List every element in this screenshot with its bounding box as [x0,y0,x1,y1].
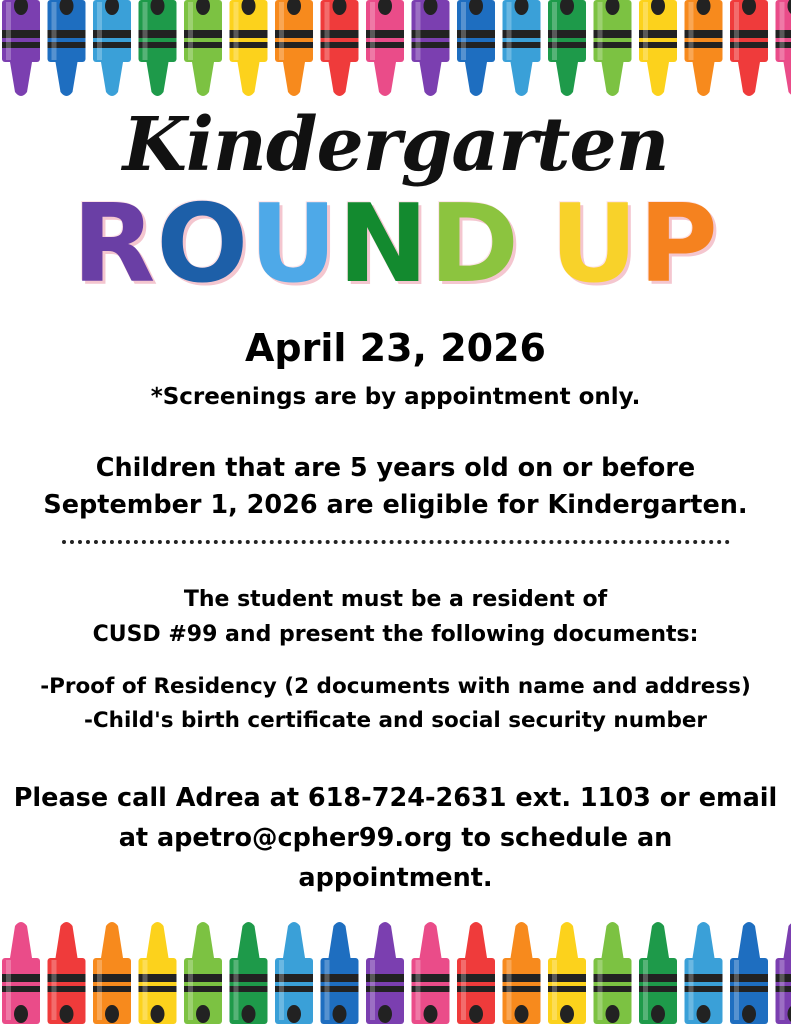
crayon-icon [412,0,450,96]
crayon-icon [639,922,677,1024]
heading-letter: O [156,182,250,307]
contact-info [0,778,791,898]
document-item-birth-certificate: -Child's birth certificate and social security number [83,708,708,733]
crayon-icon [184,922,222,1024]
heading-letter: R [72,182,157,307]
residency-line-2: CUSD #99 and present the following documents: [92,622,699,647]
crayon-icon [685,922,723,1024]
crayon-icon [730,922,768,1024]
crayon-icon [412,922,450,1024]
crayon-icon [184,0,222,96]
heading-letter: N [337,182,430,307]
contact-line-2: at apetro@cpher99.org to schedule an [118,823,673,853]
crayon-icon [139,0,177,96]
crayon-icon [48,922,86,1024]
crayon-icon [548,0,586,96]
heading-letter: U [549,182,639,307]
contact-line-3: appointment. [298,863,493,893]
eligibility-text [0,450,791,524]
heading-letter: U [249,182,338,307]
crayon-icon [548,922,586,1024]
heading-letter: P [638,182,719,307]
crayon-icon [2,922,40,1024]
crayon-border-top-graphic [0,0,791,100]
crayon-icon [275,0,313,96]
crayon-icon [230,0,268,96]
required-documents [0,670,791,738]
crayon-icon [503,0,541,96]
crayon-icon [457,922,495,1024]
heading-round-up [0,182,791,307]
eligibility-line-1: Children that are 5 years old on or before [95,453,696,483]
dotted-divider [62,540,730,544]
crayon-icon [93,922,131,1024]
residency-requirement [0,582,791,652]
crayon-icon [2,0,40,96]
event-date: April 23, 2026 [245,326,546,370]
crayon-icon [366,922,404,1024]
crayon-icon [685,0,723,96]
crayon-icon [366,0,404,96]
crayon-icon [275,922,313,1024]
crayon-icon [594,0,632,96]
crayon-icon [503,922,541,1024]
eligibility-line-2: September 1, 2026 are eligible for Kindergarten. [43,490,748,520]
crayon-icon [457,0,495,96]
heading-letter: D [429,182,520,307]
residency-line-1: The student must be a resident of [183,587,608,612]
crayon-border-bottom-graphic [0,918,791,1024]
crayon-icon [776,0,791,96]
crayon-icon [48,0,86,96]
crayon-icon [730,0,768,96]
contact-line-1: Please call Adrea at 618-724-2631 ext. 1103 or email [13,783,778,813]
crayon-icon [776,922,791,1024]
crayon-icon [230,922,268,1024]
crayon-icon [594,922,632,1024]
crayon-icon [93,0,131,96]
crayon-border-top [0,0,791,100]
crayon-icon [639,0,677,96]
document-item-residency: -Proof of Residency (2 documents with name and address) [40,674,751,699]
crayon-icon [139,922,177,1024]
crayon-border-bottom [0,918,791,1018]
appointment-note: *Screenings are by appointment only. [150,384,641,410]
crayon-icon [321,922,359,1024]
heading-kindergarten: Kindergarten [122,102,669,188]
crayon-icon [321,0,359,96]
